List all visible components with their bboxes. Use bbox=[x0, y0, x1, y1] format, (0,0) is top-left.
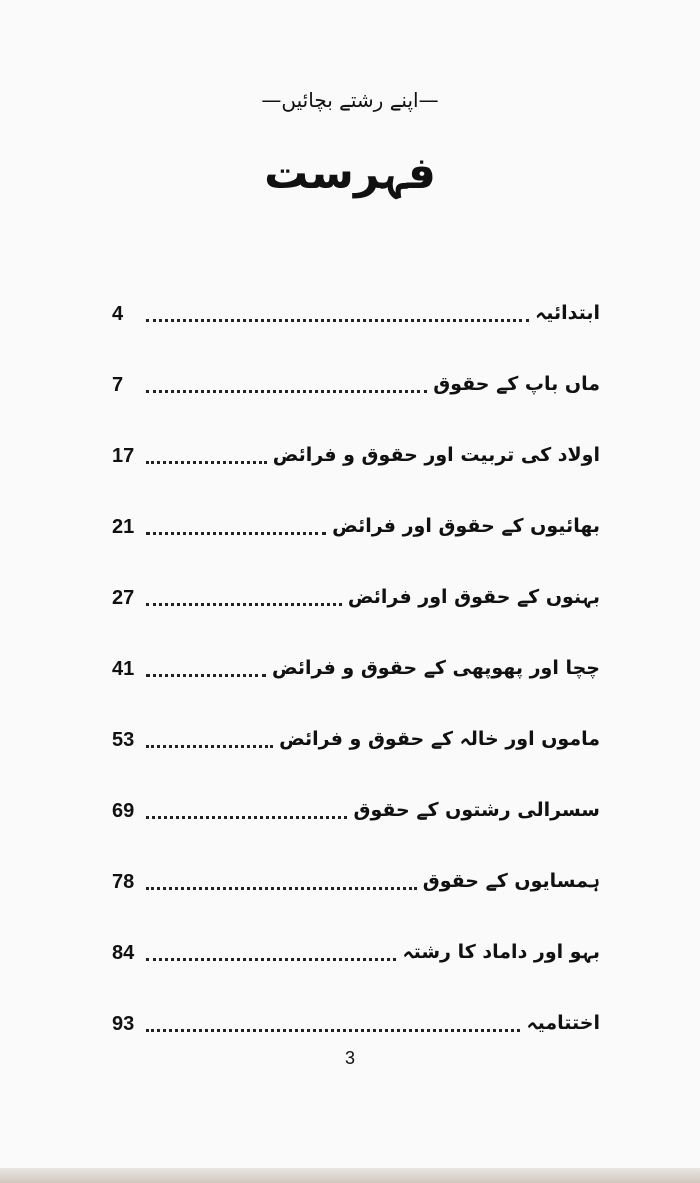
dot-leader bbox=[146, 1029, 520, 1032]
running-head: —اپنے رشتے بچائیں— bbox=[261, 88, 439, 112]
dot-leader bbox=[146, 532, 326, 535]
page-number: 3 bbox=[344, 1048, 355, 1068]
toc-page-number: 21 bbox=[112, 516, 135, 538]
dot-leader bbox=[146, 674, 266, 677]
dot-leader bbox=[146, 603, 342, 606]
page-bottom-edge bbox=[0, 1168, 700, 1183]
toc-title: ماں باپ کے حقوق bbox=[433, 373, 600, 395]
toc-title: چچا اور پھوپھی کے حقوق و فرائض bbox=[271, 657, 600, 679]
toc-entry bbox=[112, 300, 600, 326]
dot-leader bbox=[146, 461, 267, 464]
toc-entry bbox=[112, 1010, 600, 1036]
toc-page-number: 17 bbox=[112, 445, 135, 467]
toc-entry bbox=[112, 655, 600, 681]
toc-page-number: 27 bbox=[112, 587, 135, 609]
toc-entry bbox=[112, 371, 600, 397]
toc-title: اختتامیہ bbox=[526, 1012, 600, 1034]
toc-page-number: 69 bbox=[112, 800, 135, 822]
toc-entry bbox=[112, 584, 600, 610]
toc-entry bbox=[112, 513, 600, 539]
toc-title: ابتدائیہ bbox=[535, 302, 600, 324]
toc-title: بہنوں کے حقوق اور فرائض bbox=[347, 586, 600, 608]
toc-page-number: 7 bbox=[112, 374, 124, 396]
toc-title: سسرالی رشتوں کے حقوق bbox=[353, 799, 600, 821]
dot-leader bbox=[146, 745, 273, 748]
dot-leader bbox=[146, 887, 417, 890]
page-title: فہرست bbox=[264, 148, 436, 199]
toc-title: اولاد کی تربیت اور حقوق و فرائض bbox=[272, 444, 600, 466]
dot-leader bbox=[146, 958, 396, 961]
table-of-contents bbox=[112, 300, 600, 1081]
toc-title: ہمسایوں کے حقوق bbox=[422, 870, 600, 892]
toc-entry bbox=[112, 442, 600, 468]
toc-page-number: 84 bbox=[112, 942, 135, 964]
dot-leader bbox=[146, 390, 427, 393]
toc-page-number: 4 bbox=[112, 303, 124, 325]
toc-entry bbox=[112, 797, 600, 823]
dot-leader bbox=[146, 816, 347, 819]
toc-entry bbox=[112, 726, 600, 752]
toc-title: بہو اور داماد کا رشتہ bbox=[402, 941, 600, 963]
toc-title: بھائیوں کے حقوق اور فرائض bbox=[332, 515, 600, 537]
dot-leader bbox=[146, 319, 529, 322]
toc-page-number: 93 bbox=[112, 1013, 135, 1035]
toc-entry bbox=[112, 868, 600, 894]
toc-title: ماموں اور خالہ کے حقوق و فرائض bbox=[279, 728, 600, 750]
toc-page-number: 53 bbox=[112, 729, 135, 751]
toc-page-number: 78 bbox=[112, 871, 135, 893]
toc-entry bbox=[112, 939, 600, 965]
toc-page-number: 41 bbox=[112, 658, 135, 680]
